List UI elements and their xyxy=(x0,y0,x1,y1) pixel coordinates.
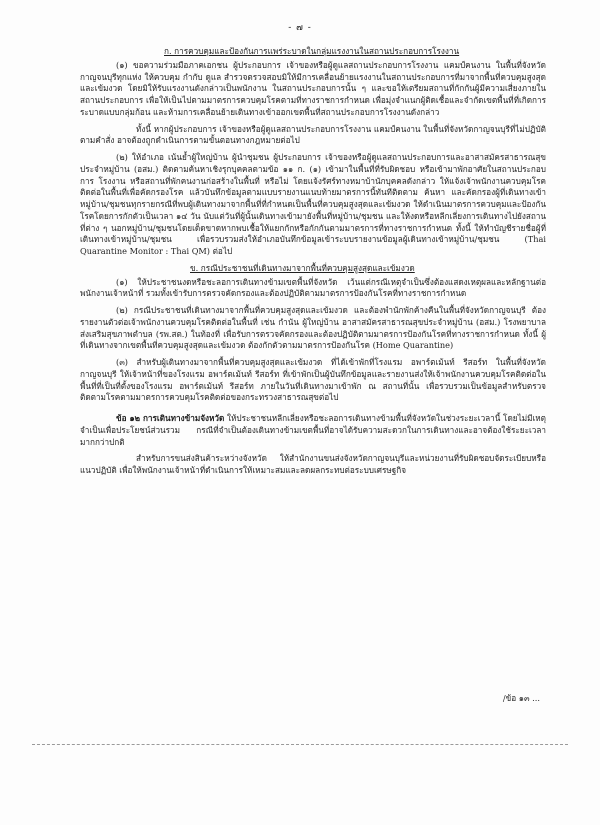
kho-item-1: (๑) ให้ประชาชนงดหรือชะลอการเดินทางข้ามเขตพื้นที่จังหวัด เว้นแต่กรณีเหตุจำเป็นซึ่งต้องแสดงเหตุผลและหลักฐานต่อพนักงานเจ้าหน้าที่ รวมทั้งเข้ารับการตรวจคัดกรองและต้องปฏิบัติตามมาตรการป้องกันโรคที่ทางราชการกำหนด xyxy=(80,276,546,299)
document-body xyxy=(80,46,546,482)
kho-item-2: (๒) กรณีประชาชนที่เดินทางมาจากพื้นที่ควบคุมสูงสุดและเข้มงวด และต้องพำนักพักค้างคืนในพื้นที่จังหวัดกาญจนบุรี ต้องรายงานตัวต่อเจ้าพนักงานควบคุมโรคติดต่อในพื้นที่ เช่น กำนัน ผู้ใหญ่บ้าน อาสาสมัครสาธารณสุขประจำหมู่บ้าน (อสม.) โรงพยาบาลส่งเสริมสุขภาพตำบล (รพ.สต.) ในท้องที่ เพื่อรับการตรวจคัดกรองและต้องปฏิบัติตามมาตรการป้องกันโรคที่ทางราชการกำหนด ทั้งนี้ ผู้ที่เดินทางจากเขตพื้นที่ควบคุมสูงสุดและเข้มงวด ต้องกักตัวตามมาตรการป้องกันโรค (Home Quarantine) xyxy=(80,305,546,351)
ka-item-2: (๒) ให้อำเภอ เน้นย้ำผู้ใหญ่บ้าน ผู้นำชุมชน ผู้ประกอบการ เจ้าของหรือผู้ดูแลสถานประกอบการและอาสาสมัครสาธารณสุขประจำหมู่บ้าน (อสม.) ติดตามค้นหาเชิงรุกบุคคลตามข้อ ๑๑ ก. (๑) เข้ามาในพื้นที่ที่รับผิดชอบ หรือเข้ามาพักอาศัยในสถานประกอบการ โรงงาน หรือสถานที่พักคนงานก่อสร้างในพื้นที่ หรือไม่ โดยแจ้งรัศร์ทางหมาบ้านักบุคคลดังกล่าว ให้แจ้งเจ้าพนักงานควบคุมโรคติดต่อในพื้นที่เพื่อคัดกรองโรค แล้วบันทึกข้อมูลตามแบบรายงานแนบท้ายมาตรการนี้ทันทีติดตาม ค้นหา และคัดกรองผู้ที่เดินทางเข้าหมู่บ้าน/ชุมชนทุกรายกรณีที่พบผู้เดินทางมาจากพื้นที่ที่กำหนดเป็นพื้นที่ควบคุมสูงสุดและเข้มงวด ให้ดำเนินมาตรการควบคุมและป้องกันโรคโดยการกักตัวเป็นเวลา ๑๔ วัน นับแต่วันที่ผู้นั้นเดินทางเข้ามายังพื้นที่หมู่บ้าน/ชุมชน และให้งดหรือหลีกเลี่ยงการเดินทางไปยังสถานที่ต่าง ๆ นอกหมู่บ้าน/ชุมชนโดยเด็ดขาดหากพบเชื้อให้แยกกักหรือกักกันตามมาตรการที่ทางราชการกำหนด ทั้งนี้ ให้ทำบัญชีรายชื่อผู้ที่เดินทางเข้าหมู่บ้าน/ชุมชน เพื่อรวบรวมส่งให้อำเภอบันทึกข้อมูลเข้าระบบรายงานข้อมูลผู้เดินทางเข้าหมู่บ้าน/ชุมชน (Thai Quarantine Monitor : Thai QM) ต่อไป xyxy=(80,152,546,256)
section-heading-ka: ก. การควบคุมและป้องกันการแพร่ระบาดในกลุ่มแรงงานในสถานประกอบการโรงงาน xyxy=(164,46,460,56)
footer-divider xyxy=(32,744,568,745)
article-12-title: ข้อ ๑๒ การเดินทางข้ามจังหวัด xyxy=(116,413,225,423)
article-12-text: ให้ประชาชนหลีกเลี่ยงหรือชะลอการเดินทางข้ามพื้นที่จังหวัดในช่วงระยะเวลานี้ โดยไม่มีเหตุจำเป็นเพื่อประโยชน์ส่วนรวม กรณีที่จำเป็นต้องเดินทางข้ามเขตพื้นที่อาจได้รับความสะดวกในการเดินทางและอาจต้องใช้ระยะเวลามากกว่าปกติ xyxy=(80,413,546,447)
ka-item-1: (๑) ขอความร่วมมือภาคเอกชน ผู้ประกอบการ เจ้าของหรือผู้ดูแลสถานประกอบการโรงงาน แคมป์คนงาน ในพื้นที่จังหวัดกาญจนบุรีทุกแห่ง ให้ควบคุม กำกับ ดูแล สำรวจตรวจสอบมิให้มีการเคลื่อนย้ายแรงงานในสถานประกอบการที่มาจากพื้นที่ควบคุมสูงสุดและเข้มงวด โดยมิให้รับแรงงานดังกล่าวเป็นพนักงาน ในสถานประกอบการนั้น ๆ และขอให้เตรียมสถานที่กักกันผู้มีความเสี่ยงภายในสถานประกอบการ เพื่อให้เป็นไปตามมาตรการควบคุมโรคตามที่ทางราชการกำหนด เพื่อมุ่งจำแนกผู้ติดเชื้อและจำกัดเขตพื้นที่ที่เกิดการระบาดแบบกลุ่มก้อน และห้ามการเคลื่อนย้ายเดินทางเข้าออกเขตพื้นที่สถานประกอบการโรงงานดังกล่าว xyxy=(80,59,546,117)
continuation-marker: /ข้อ ๑๓ ... xyxy=(502,693,540,703)
article-12 xyxy=(80,413,546,448)
kho-item-3: (๓) สำหรับผู้เดินทางมาจากพื้นที่ควบคุมสูงสุดและเข้มงวด ที่ได้เข้าพักที่โรงแรม อพาร์ตเม้นท์ รีสอร์ท ในพื้นที่จังหวัดกาญจนบุรี ให้เจ้าหน้าที่ของโรงแรม อพาร์ตเม้นท์ รีสอร์ท ที่เข้าพักเป็นผู้บันทึกข้อมูลและรายงานส่งให้เจ้าพนักงานควบคุมโรคติดต่อในพื้นที่ที่เป็นที่ตั้งของโรงแรม อพาร์ตเม้นท์ รีสอร์ท ภายในวันที่เดินทางมาเข้าพัก ณ สถานที่นั้น เพื่อรวบรวมเป็นข้อมูลสำหรับตรวจติดตามโรคตามมาตรการควบคุมโรคติดต่อของกระทรวงสาธารณสุขต่อไป xyxy=(80,357,546,403)
page-number: - ๗ - xyxy=(288,23,312,33)
ka-item-1-note: ทั้งนี้ หากผู้ประกอบการ เจ้าของหรือผู้ดูแลสถานประกอบการโรงงาน แคมป์คนงาน ในพื้นที่จังหวัดกาญจนบุรีที่ไม่ปฏิบัติตามคำสั่ง อาจต้องถูกดำเนินการตามขั้นตอนทางกฎหมายต่อไป xyxy=(80,123,546,146)
section-heading-kho: ข. กรณีประชาชนที่เดินทางมาจากพื้นที่ควบคุมสูงสุดและเข้มงวด xyxy=(190,262,415,273)
article-12-para-2: สำหรับการขนส่งสินค้าระหว่างจังหวัด ให้สำนักงานขนส่งจังหวัดกาญจนบุรีและหน่วยงานที่รับผิดชอบจัดระเบียบหรือแนวปฏิบัติ เพื่อให้พนักงานเจ้าหน้าที่ดำเนินการให้เหมาะสมและลดผลกระทบต่อระบบเศรษฐกิจ xyxy=(80,453,546,475)
